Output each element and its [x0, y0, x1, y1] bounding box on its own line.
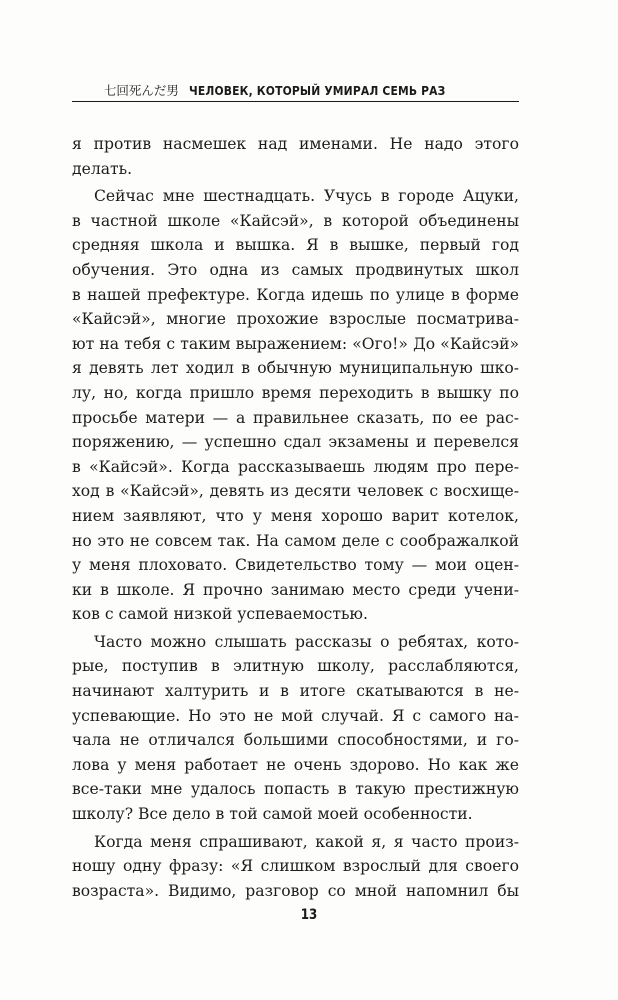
- text-line: я девять лет ходил в обычную муниципальную шко-: [72, 359, 519, 378]
- running-head-japanese-title: 七回死んだ男: [103, 83, 179, 98]
- text-line: успевающие. Но это не мой случай. Я с самого на-: [72, 706, 519, 725]
- text-line: нием заявляют, что у меня хорошо варит котелок,: [72, 506, 519, 525]
- text-line: лова у меня работает не очень здорово. Но как же: [72, 755, 519, 774]
- text-line: «Кайсэй», многие прохожие взрослые посматрива-: [72, 310, 519, 329]
- text-line: школу? Все дело в той самой моей особенности.: [72, 805, 473, 824]
- text-line: в частной школе «Кайсэй», в которой объединены: [72, 211, 519, 230]
- text-line: я против насмешек над именами. Не надо этого: [72, 135, 519, 153]
- text-line: Часто можно слышать рассказы о ребятах, кото-: [94, 632, 519, 651]
- text-line: обучения. Это одна из самых продвинутых школ: [72, 260, 519, 279]
- text-line: просьбе матери — а правильнее сказать, по ее рас-: [72, 408, 519, 427]
- text-line: чала не отличался большими способностями, и го-: [72, 731, 519, 750]
- text-line: в «Кайсэй». Когда рассказываешь людям про пере-: [72, 457, 519, 476]
- text-line: возраста». Видимо, разговор со мной напомнил бы: [72, 881, 519, 900]
- text-line: средняя школа и вышка. Я в вышке, первый год: [72, 236, 519, 255]
- text-line: делать.: [72, 159, 133, 178]
- text-line: ношу одну фразу: «Я слишком взрослый для своего: [72, 857, 519, 876]
- text-line: ход в «Кайсэй», девять из десяти человек с восхище-: [72, 482, 519, 501]
- text-line: у меня плоховато. Свидетельство тому — мои оцен-: [72, 556, 519, 575]
- text-line: рые, поступив в элитную школу, расслабляются,: [72, 657, 519, 676]
- text-line: начинают халтурить и в итоге скатываются в не-: [72, 682, 519, 701]
- text-line: все-таки мне удалось попасть в такую престижную: [72, 780, 519, 799]
- text-line: ки в школе. Я прочно занимаю место среди учени-: [72, 580, 519, 599]
- page-number: 13: [300, 907, 318, 923]
- running-head: [72, 82, 519, 102]
- running-head-russian-title: ЧЕЛОВЕК, КОТОРЫЙ УМИРАЛ СЕМЬ РАЗ: [188, 83, 446, 98]
- text-line: поряжению, — успешно сдал экзамены и перевелся: [72, 433, 519, 452]
- text-line: Когда меня спрашивают, какой я, я часто произ-: [94, 832, 519, 851]
- text-line: Сейчас мне шестнадцать. Учусь в городе Ацуки,: [94, 187, 519, 206]
- text-line: лу, но, когда пришло время переходить в вышку по: [72, 383, 519, 402]
- body-text: [72, 132, 519, 903]
- text-line: в нашей префектуре. Когда идешь по улице в форме: [72, 285, 519, 304]
- text-line: но это не совсем так. На самом деле с соображалкой: [72, 531, 519, 550]
- text-line: ков с самой низкой успеваемостью.: [72, 605, 368, 624]
- text-line: ют на тебя с таким выражением: «Ого!» До «Кайсэй»: [72, 334, 519, 353]
